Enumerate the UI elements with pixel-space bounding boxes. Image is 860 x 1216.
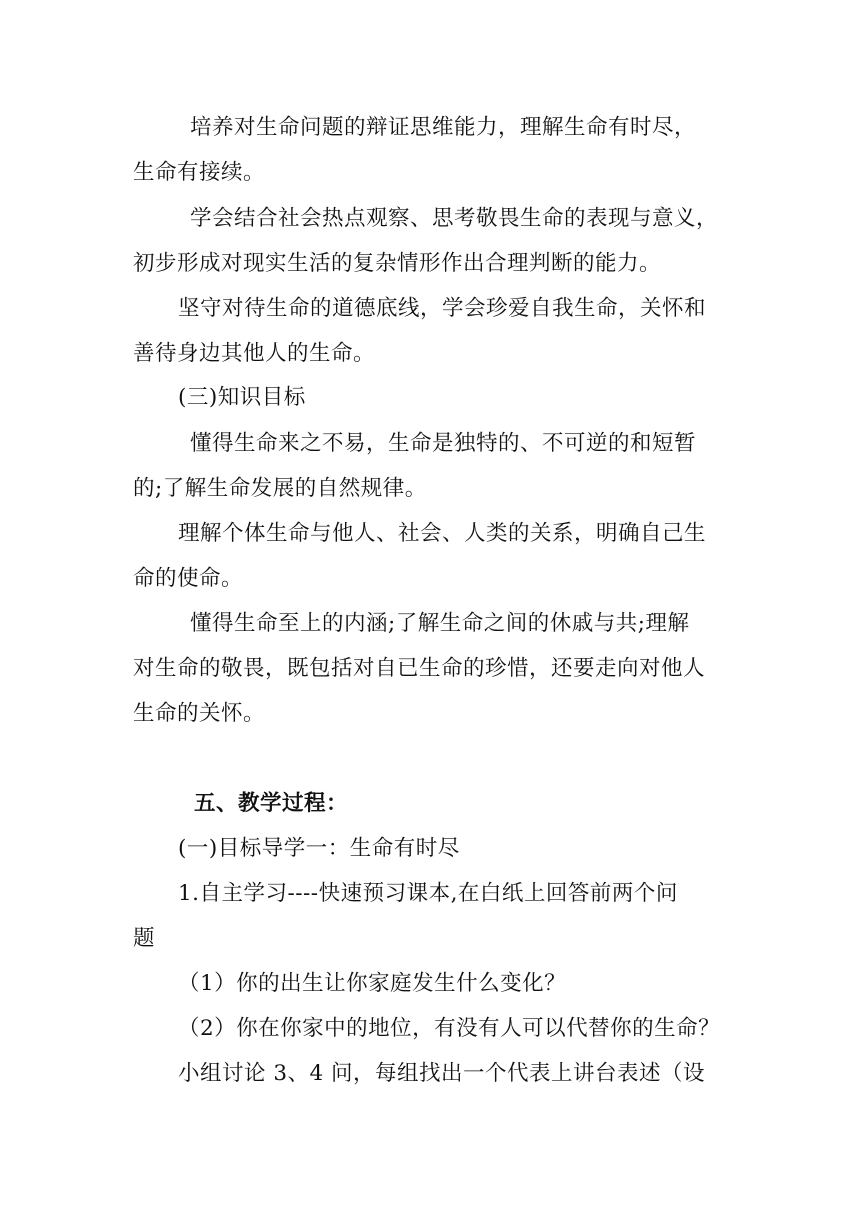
text-line-13: 对生命的敬畏，既包括对自已生命的珍惜，还要走向对他人 xyxy=(133,656,706,681)
text-line-21: 小组讨论 3、4 问，每组找出一个代表上讲台表述（设 xyxy=(178,1061,706,1086)
question-2: （2）你在你家中的地位，有没有人可以代替你的生命？ xyxy=(178,1016,721,1041)
text-line-8: 懂得生命来之不易，生命是独特的、不可逆的和短暂 xyxy=(190,431,697,456)
text-line-10: 理解个体生命与他人、社会、人类的关系，明确自己生 xyxy=(178,521,707,546)
text-line-1: 培养对生命问题的辩证思维能力，理解生命有时尽， xyxy=(190,115,697,140)
section-heading-teaching-process: 五、教学过程： xyxy=(194,791,349,816)
subsection-heading-goal-1: (一)目标导学一：生命有时尽 xyxy=(178,836,460,861)
question-1: （1）你的出生让你家庭发生什么变化？ xyxy=(178,971,567,996)
text-line-4: 初步形成对现实生活的复杂情形作出合理判断的能力。 xyxy=(133,251,662,276)
text-line-14: 生命的关怀。 xyxy=(133,701,266,726)
section-heading-knowledge-goals: (三)知识目标 xyxy=(178,385,306,410)
text-line-9: 的;了解生命发展的自然规律。 xyxy=(133,476,427,501)
text-line-3: 学会结合社会热点观察、思考敬畏生命的表现与意义， xyxy=(190,206,719,231)
text-line-5: 坚守对待生命的道德底线，学会珍爱自我生命，关怀和 xyxy=(178,296,707,321)
text-line-18: 题 xyxy=(133,926,156,951)
text-line-11: 命的使命。 xyxy=(133,566,244,591)
text-line-12: 懂得生命至上的内涵;了解生命之间的休戚与共;理解 xyxy=(190,611,690,636)
text-line-17: 1.自主学习----快速预习课本,在白纸上回答前两个问 xyxy=(178,881,678,906)
text-line-2: 生命有接续。 xyxy=(133,160,266,185)
text-line-6: 善待身边其他人的生命。 xyxy=(133,341,376,366)
